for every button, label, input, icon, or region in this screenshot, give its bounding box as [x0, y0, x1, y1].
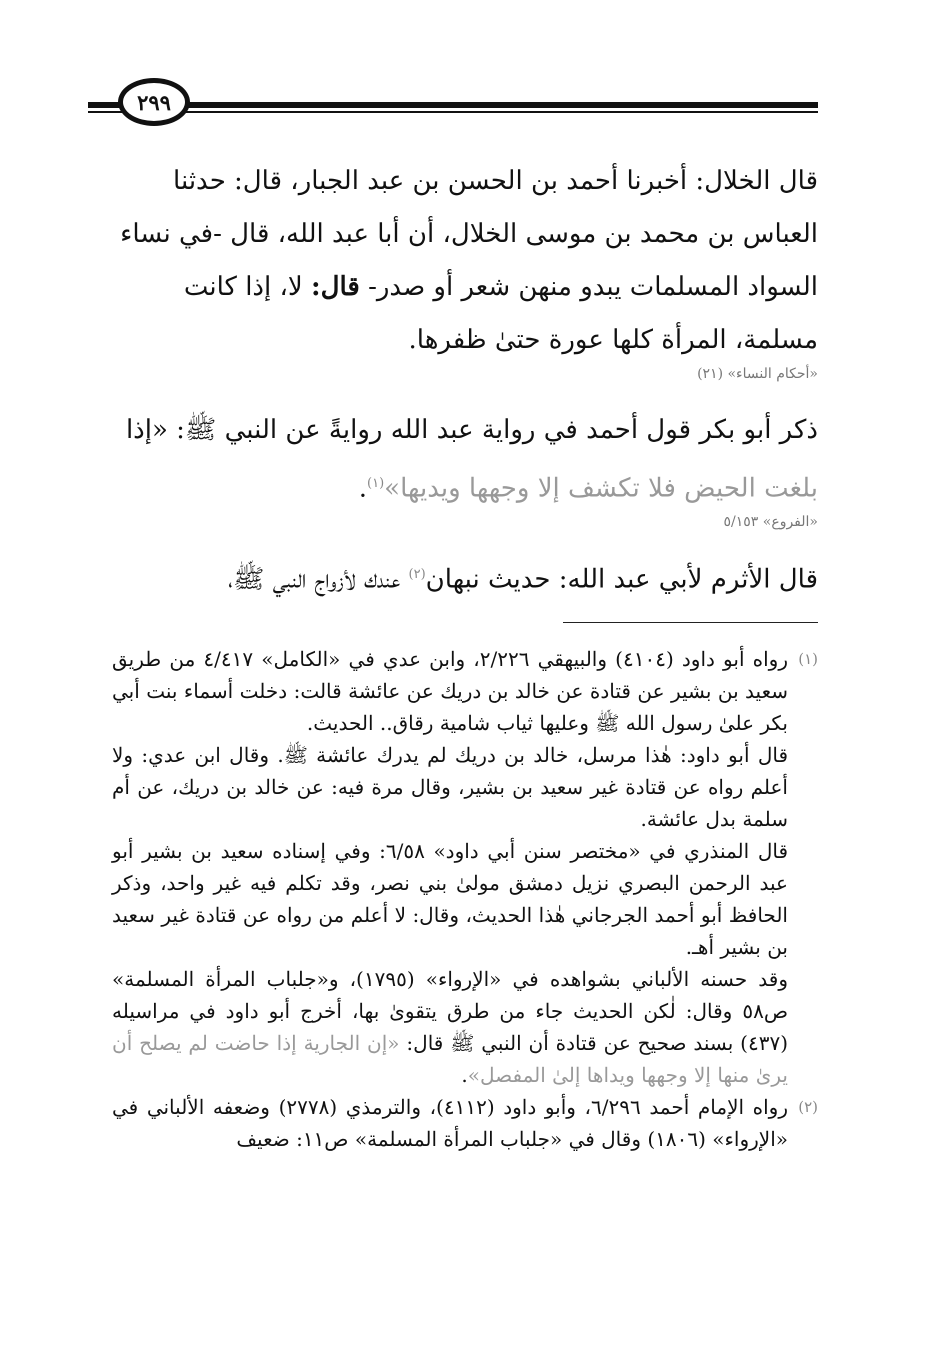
para1-line3b: لا، إذا كانت	[183, 272, 303, 302]
footnote-2-para-1: رواه الإمام أحمد ٦/٢٩٦، وأبو داود (٤١١٢)، والترمذي (٢٧٧٨) وضعفه الألباني في «الإرواء» (١٨٠٦) وقال في «جلباب المرأة المسلمة» ص١١: ضعيف	[112, 1095, 788, 1151]
footnote-2	[112, 1091, 818, 1155]
header-rule-thick	[88, 102, 818, 108]
paragraph-1	[112, 155, 818, 367]
para1-line3-bold: قال:	[310, 272, 360, 302]
footnote-2-number: (٢)	[798, 1098, 818, 1116]
para2-line2-end: .	[358, 473, 368, 504]
source-note-2: «الفروع» ٥/١٥٣	[723, 514, 818, 530]
footnote-1-para-3: قال المنذري في «مختصر سنن أبي داود» ٦/٥٨: وفي إسناده سعيد بن بشير أبو عبد الرحمن البصري نزيل دمشق مولىٰ بني نصر، وقد تكلم فيه غير واحد، وذكر الحافظ أبو أحمد الجرجاني هٰذا الحديث، وقال: لا أعلم من رواه عن قتادة غير سعيد بن بشير أهـ.	[112, 839, 789, 959]
footnote-1-quote: «إن الجارية إذا حاضت لم يصلح أن يرىٰ منها إلا وجهها ويداها إلىٰ المفصل»	[112, 1031, 788, 1087]
para3-b: عندك لأزواج النبي ﷺ،	[228, 564, 401, 595]
para1-line3a: السواد المسلمات يبدو منهن شعر أو صدر-	[368, 272, 818, 302]
paragraph-3	[112, 548, 818, 607]
header-rule-thin	[88, 111, 818, 113]
footnote-ref-2[interactable]: (٢)	[408, 567, 426, 582]
footnote-1-para-4	[112, 963, 788, 1091]
footnotes	[112, 643, 818, 1155]
footnote-1-para-2: قال أبو داود: هٰذا مرسل، خالد بن دريك لم يدرك عائشة ﷺ. وقال ابن عدي: ولا أعلم رواه عن قتادة غير سعيد بن بشير، وقال مرة فيه: عن خالد بن دريك، عن أم سلمة بدل عائشة.	[112, 743, 788, 831]
footnote-1-para-1: رواه أبو داود (٤١٠٤) والبيهقي ٢/٢٢٦، وابن عدي في «الكامل» ٤/٤١٧ من طريق سعيد بن بشير عن قتادة عن خالد بن دريك عن عائشة قالت: دخلت أسماء بنت أبي بكر علىٰ رسول الله ﷺ وعليها ثياب شامية رقاق.. الحديث.	[112, 647, 789, 735]
para2-line1: ذكر أبو بكر قول أحمد في رواية عبد الله روايةً عن النبي ﷺ: «إذا	[125, 415, 818, 445]
footnote-1	[112, 643, 818, 1091]
para1-line1: قال الخلال: أخبرنا أحمد بن الحسن بن عبد الجبار، قال: حدثنا	[173, 166, 818, 196]
para1-line2: العباس بن محمد بن موسى الخلال، أن أبا عبد الله، قال -في نساء	[120, 219, 818, 249]
para2-line2: بلغت الحيض فلا تكشف إلا وجهها ويديها»	[384, 473, 818, 504]
footnote-1-number: (١)	[798, 650, 818, 668]
paragraph-2	[112, 404, 818, 516]
footnote-ref-1[interactable]: (١)	[367, 476, 385, 491]
page-number: ٢٩٩	[118, 78, 190, 126]
footnote-1-para-4-end: .	[461, 1063, 468, 1087]
para3-a: قال الأثرم لأبي عبد الله: حديث نبهان	[425, 564, 818, 595]
page-header	[88, 78, 818, 128]
footnote-1-para-4-a: وقد حسنه الألباني بشواهده في «الإرواء» (١٧٩٥)، و«جلباب المرأة المسلمة» ص٥٨ وقال: لٰكن الحديث جاء من طرق يتقوىٰ بها، أخرج أبو داود في مراسيله (٤٣٧) بسند صحيح عن قتادة أن النبي ﷺ قال:	[112, 967, 789, 1055]
source-note-1: «أحكام النساء» (٢١)	[697, 366, 818, 382]
para1-line4: مسلمة، المرأة كلها عورة حتىٰ ظفرها.	[408, 325, 818, 355]
footnote-separator	[563, 622, 818, 623]
